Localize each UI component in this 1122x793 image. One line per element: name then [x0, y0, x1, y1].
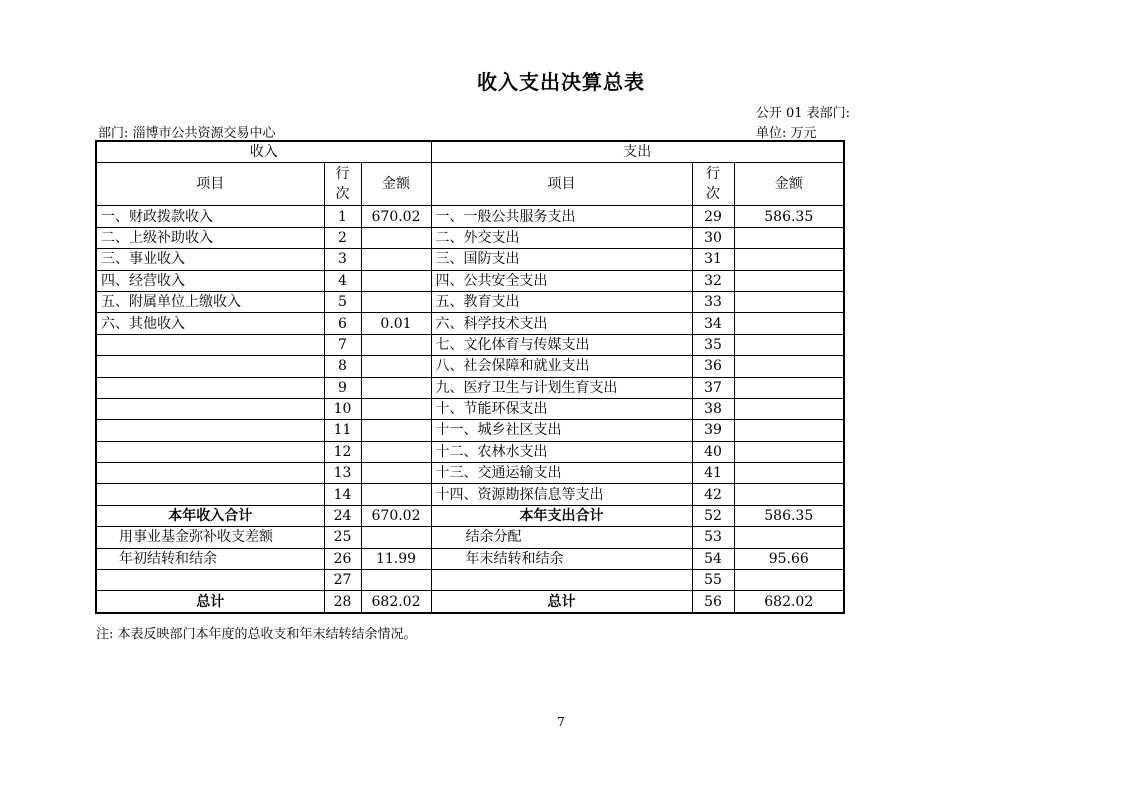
expense-row-no-cell: 53	[692, 527, 734, 548]
table-row	[96, 313, 844, 334]
income-amount-cell	[361, 420, 431, 441]
expense-amount-cell	[734, 356, 844, 377]
expense-amount-cell: 586.35	[734, 206, 844, 227]
table-row	[96, 420, 844, 441]
income-item-cell	[96, 398, 324, 419]
income-item-cell	[96, 334, 324, 355]
income-row-no-cell: 26	[324, 548, 361, 569]
income-item-cell: 二、上级补助收入	[96, 227, 324, 248]
income-row-no-cell: 9	[324, 377, 361, 398]
expense-item-cell: 总计	[431, 591, 692, 613]
income-row-no-cell: 13	[324, 463, 361, 484]
expense-item-cell: 十四、资源勘探信息等支出	[431, 484, 692, 505]
income-row-no-cell: 12	[324, 441, 361, 462]
income-row-no-cell: 28	[324, 591, 361, 613]
table-row	[96, 463, 844, 484]
table-row	[96, 484, 844, 505]
income-expense-table	[95, 140, 845, 614]
expense-item-cell: 十二、农林水支出	[431, 441, 692, 462]
expense-row-no-cell: 30	[692, 227, 734, 248]
expense-item-cell: 十三、交通运输支出	[431, 463, 692, 484]
expense-item-cell: 二、外交支出	[431, 227, 692, 248]
income-row-no-cell: 8	[324, 356, 361, 377]
income-item-cell: 一、财政拨款收入	[96, 206, 324, 227]
footnote: 注: 本表反映部门本年度的总收支和年末结转结余情况。	[96, 627, 417, 642]
income-amount-cell	[361, 377, 431, 398]
expense-row-no-cell: 56	[692, 591, 734, 613]
income-row-no-cell: 24	[324, 505, 361, 526]
income-amount-cell: 11.99	[361, 548, 431, 569]
income-row-no-cell: 10	[324, 398, 361, 419]
expense-item-cell: 六、科学技术支出	[431, 313, 692, 334]
table-row	[96, 527, 844, 548]
expense-amount-cell	[734, 570, 844, 591]
income-item-cell	[96, 570, 324, 591]
income-amount-cell	[361, 398, 431, 419]
expense-item-cell: 一、一般公共服务支出	[431, 206, 692, 227]
income-item-cell: 六、其他收入	[96, 313, 324, 334]
expense-item-cell: 七、文化体育与传媒支出	[431, 334, 692, 355]
expense-amount-cell	[734, 270, 844, 291]
expense-amount-cell	[734, 484, 844, 505]
income-item-cell: 总计	[96, 591, 324, 613]
income-amount-cell	[361, 484, 431, 505]
expense-amount-cell: 586.35	[734, 505, 844, 526]
expense-amount-cell	[734, 463, 844, 484]
income-amount-cell	[361, 463, 431, 484]
table-row	[96, 570, 844, 591]
income-row-header	[324, 163, 361, 206]
income-item-cell: 三、事业收入	[96, 249, 324, 270]
expense-amount-cell	[734, 527, 844, 548]
expense-row-header	[692, 163, 734, 206]
income-amount-cell	[361, 527, 431, 548]
expense-item-cell: 本年支出合计	[431, 505, 692, 526]
expense-amount-header: 金额	[734, 163, 844, 206]
expense-row-no-cell: 55	[692, 570, 734, 591]
table-row	[96, 441, 844, 462]
expense-amount-cell: 682.02	[734, 591, 844, 613]
table-row	[96, 377, 844, 398]
expense-amount-cell	[734, 441, 844, 462]
income-amount-cell: 670.02	[361, 505, 431, 526]
income-row-no-cell: 1	[324, 206, 361, 227]
income-amount-cell: 682.02	[361, 591, 431, 613]
income-amount-cell	[361, 334, 431, 355]
income-amount-cell	[361, 227, 431, 248]
expense-item-cell: 十一、城乡社区支出	[431, 420, 692, 441]
expense-row-no-cell: 42	[692, 484, 734, 505]
expense-amount-cell	[734, 227, 844, 248]
income-amount-cell	[361, 249, 431, 270]
expense-row-no-cell: 54	[692, 548, 734, 569]
income-item-cell: 用事业基金弥补收支差额	[96, 527, 324, 548]
column-header-row	[96, 163, 844, 206]
expense-row-no-cell: 31	[692, 249, 734, 270]
expense-row-no-cell: 33	[692, 291, 734, 312]
income-amount-cell	[361, 270, 431, 291]
income-row-no-cell: 5	[324, 291, 361, 312]
expense-row-no-cell: 37	[692, 377, 734, 398]
row-header-line1: 行	[706, 166, 720, 183]
expense-item-cell: 九、医疗卫生与计划生育支出	[431, 377, 692, 398]
expense-item-cell: 五、教育支出	[431, 291, 692, 312]
expense-row-no-cell: 39	[692, 420, 734, 441]
income-row-no-cell: 3	[324, 249, 361, 270]
table-row	[96, 249, 844, 270]
expense-amount-cell	[734, 249, 844, 270]
row-header-line1: 行	[335, 166, 350, 183]
page-number: 7	[557, 715, 565, 729]
table-row	[96, 356, 844, 377]
income-amount-cell	[361, 570, 431, 591]
expense-amount-cell	[734, 291, 844, 312]
income-row-no-cell: 4	[324, 270, 361, 291]
expense-item-cell: 年末结转和结余	[431, 548, 692, 569]
expense-row-no-cell: 52	[692, 505, 734, 526]
income-row-no-cell: 14	[324, 484, 361, 505]
year-total-row	[96, 505, 844, 526]
expense-header: 支出	[431, 141, 844, 163]
expense-item-header: 项目	[431, 163, 692, 206]
income-item-cell	[96, 356, 324, 377]
expense-amount-cell	[734, 313, 844, 334]
expense-row-no-cell: 40	[692, 441, 734, 462]
unit-label: 单位: 万元	[756, 126, 817, 141]
expense-row-no-cell: 32	[692, 270, 734, 291]
table-row	[96, 548, 844, 569]
income-row-no-cell: 7	[324, 334, 361, 355]
expense-row-no-cell: 41	[692, 463, 734, 484]
income-item-cell: 年初结转和结余	[96, 548, 324, 569]
income-header: 收入	[96, 141, 431, 163]
form-number: 公开 01 表部门:	[755, 106, 850, 121]
expense-item-cell: 四、公共安全支出	[431, 270, 692, 291]
row-header-line2: 次	[335, 186, 350, 203]
page-title: 收入支出决算总表	[477, 70, 645, 94]
expense-amount-cell	[734, 398, 844, 419]
table-row	[96, 334, 844, 355]
expense-amount-cell	[734, 420, 844, 441]
income-amount-cell	[361, 291, 431, 312]
row-header-line2: 次	[706, 186, 720, 203]
income-item-cell	[96, 377, 324, 398]
expense-amount-cell	[734, 334, 844, 355]
income-item-cell	[96, 441, 324, 462]
income-amount-cell: 670.02	[361, 206, 431, 227]
expense-item-cell: 十、节能环保支出	[431, 398, 692, 419]
income-amount-header: 金额	[361, 163, 431, 206]
income-row-no-cell: 11	[324, 420, 361, 441]
expense-row-no-cell: 35	[692, 334, 734, 355]
expense-row-no-cell: 36	[692, 356, 734, 377]
income-item-cell	[96, 484, 324, 505]
department-label: 部门: 淄博市公共资源交易中心	[98, 126, 276, 141]
table-row	[96, 206, 844, 227]
income-amount-cell: 0.01	[361, 313, 431, 334]
expense-row-no-cell: 29	[692, 206, 734, 227]
income-row-no-cell: 27	[324, 570, 361, 591]
expense-item-cell: 三、国防支出	[431, 249, 692, 270]
income-amount-cell	[361, 441, 431, 462]
table-row	[96, 227, 844, 248]
income-item-cell: 本年收入合计	[96, 505, 324, 526]
income-amount-cell	[361, 356, 431, 377]
income-item-header: 项目	[96, 163, 324, 206]
income-item-cell: 四、经营收入	[96, 270, 324, 291]
table-row	[96, 398, 844, 419]
expense-row-no-cell: 34	[692, 313, 734, 334]
grand-total-row	[96, 591, 844, 613]
income-row-no-cell: 6	[324, 313, 361, 334]
income-row-no-cell: 2	[324, 227, 361, 248]
table-row	[96, 270, 844, 291]
section-header-row	[96, 141, 844, 163]
expense-amount-cell	[734, 377, 844, 398]
expense-item-cell	[431, 570, 692, 591]
table-row	[96, 291, 844, 312]
income-item-cell	[96, 420, 324, 441]
income-item-cell: 五、附属单位上缴收入	[96, 291, 324, 312]
expense-item-cell: 八、社会保障和就业支出	[431, 356, 692, 377]
expense-item-cell: 结余分配	[431, 527, 692, 548]
expense-row-no-cell: 38	[692, 398, 734, 419]
income-row-no-cell: 25	[324, 527, 361, 548]
expense-amount-cell: 95.66	[734, 548, 844, 569]
income-item-cell	[96, 463, 324, 484]
